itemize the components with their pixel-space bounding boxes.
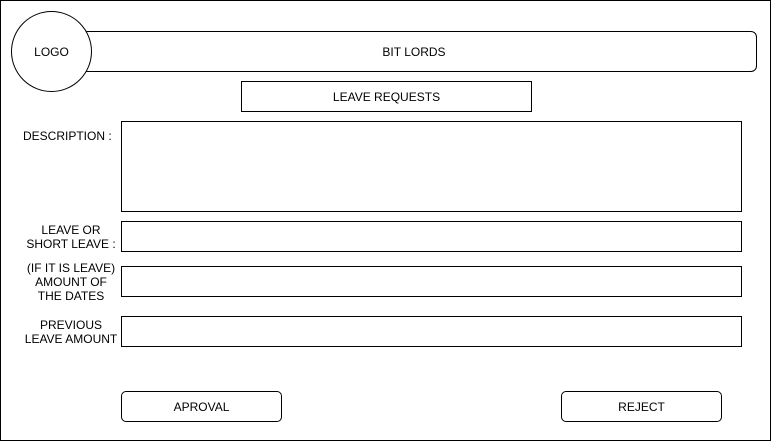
page-title-text: LEAVE REQUESTS — [332, 89, 441, 104]
description-label: DESCRIPTION : — [23, 129, 112, 143]
header-bar — [71, 31, 757, 72]
previous-leave-label: PREVIOUS LEAVE AMOUNT — [24, 318, 118, 346]
leave-type-label: LEAVE OR SHORT LEAVE : — [26, 223, 116, 251]
description-field[interactable] — [121, 121, 742, 212]
app-title: BIT LORDS — [382, 44, 446, 59]
reject-button[interactable] — [561, 391, 722, 422]
dates-amount-field[interactable] — [121, 266, 742, 297]
leave-type-field[interactable] — [121, 221, 742, 252]
dates-amount-label: (IF IT IS LEAVE) AMOUNT OF THE DATES — [26, 261, 116, 303]
logo — [11, 11, 92, 92]
reject-button-label: REJECT — [618, 399, 665, 414]
previous-leave-field[interactable] — [121, 316, 742, 347]
approve-button[interactable] — [121, 391, 282, 422]
page-title — [241, 81, 532, 112]
approve-button-label: APROVAL — [173, 399, 230, 414]
logo-text: LOGO — [34, 44, 69, 59]
